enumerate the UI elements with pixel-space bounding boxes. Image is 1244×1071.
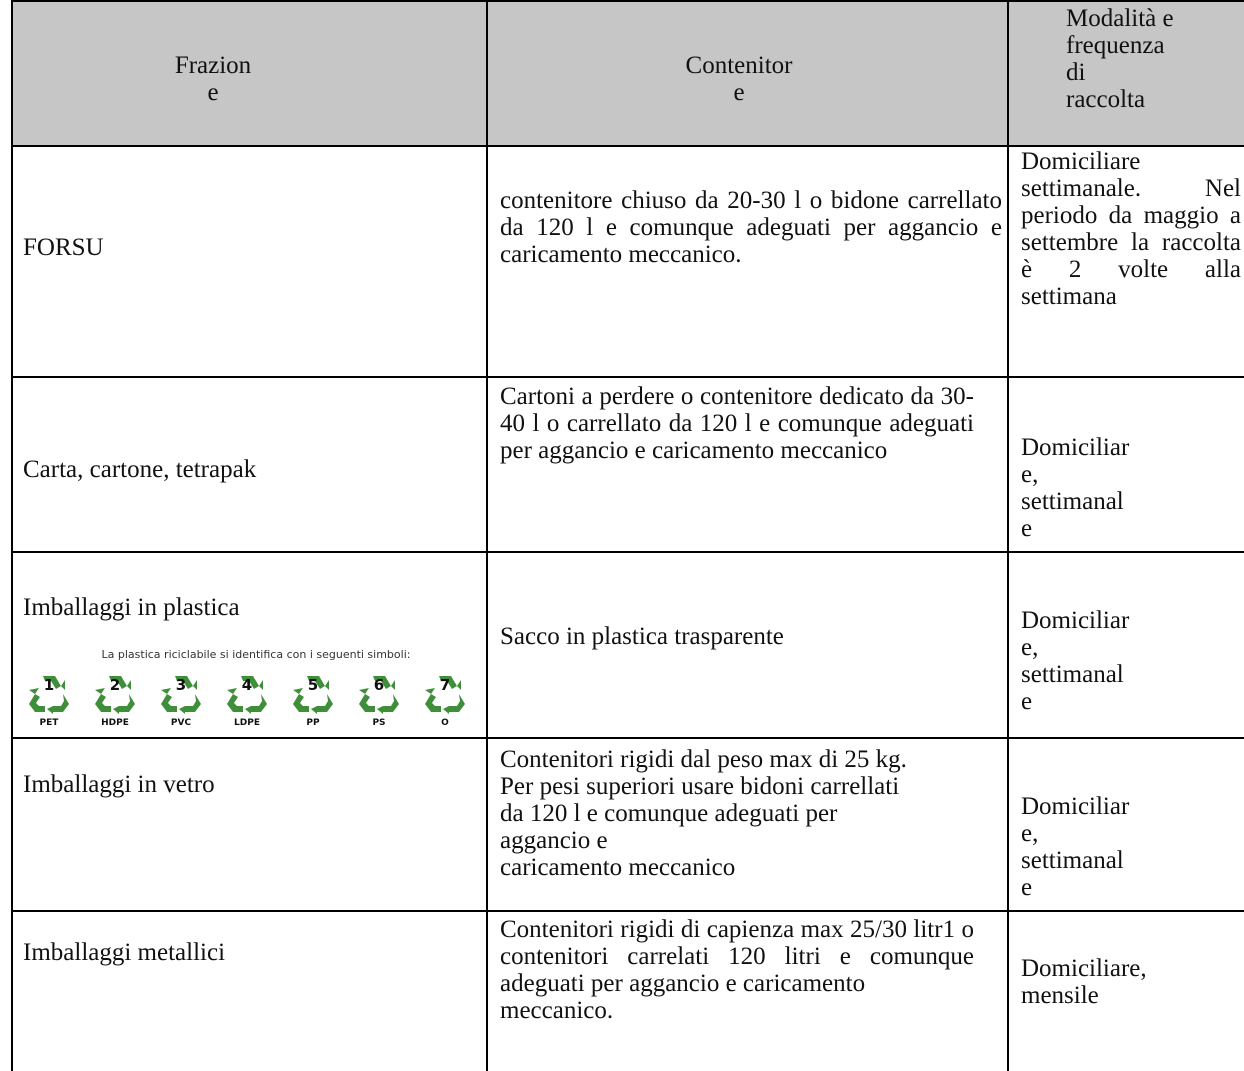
plastic-symbols xyxy=(21,648,491,738)
recycling-symbol-code: PVC xyxy=(170,718,192,728)
row-vetro-frazione: Imballaggi in vetro xyxy=(23,770,215,798)
row-carta-contenitore: Cartoni a perdere o contenitore dedicato da 30-40 l o carrellato da 120 l e comunque adeguati per aggancio e caricamento meccanico xyxy=(500,383,974,464)
recycling-symbol-code: PP xyxy=(306,718,320,728)
grid-line-row2 xyxy=(11,376,1244,378)
row-metallici-contenitore: Contenitori rigidi di capienza max 25/30 litr1 o contenitori carrelati 120 litri e comunque adeguati per aggancio e caricamento meccanico. xyxy=(500,916,974,1024)
recycling-symbol-number: 7 xyxy=(439,676,451,694)
recycling-symbol-4 xyxy=(219,668,275,734)
row-carta-frazione: Carta, cartone, tetrapak xyxy=(23,455,257,483)
recycling-symbol-2 xyxy=(87,668,143,734)
recycling-symbol-1 xyxy=(21,668,77,734)
row-forsu-modalita: Domiciliare settimanale. Nel periodo da maggio a settembre la raccolta è 2 volte alla settimana xyxy=(1021,148,1241,310)
recycling-symbol-6 xyxy=(351,668,407,734)
recycling-symbol-code: PET xyxy=(39,718,59,728)
row-vetro-contenitore: Contenitori rigidi dal peso max di 25 kg. Per pesi superiori usare bidoni carrellati da 120 l e comunque adeguati per aggancio e caricamento meccanico xyxy=(500,746,907,881)
grid-line-col2 xyxy=(486,0,488,1071)
waste-collection-table xyxy=(11,0,1244,1071)
grid-line-col3 xyxy=(1007,0,1009,1071)
grid-line-row1 xyxy=(11,145,1244,147)
grid-line-left xyxy=(11,0,13,1071)
recycling-symbol-5 xyxy=(285,668,341,734)
header-contenitore: Contenitor e xyxy=(685,52,793,106)
row-forsu-contenitore: contenitore chiuso da 20-30 l o bidone carrellato da 120 l e comunque adeguati per aggancio e caricamento meccanico. xyxy=(500,187,1002,268)
row-plastica-frazione: Imballaggi in plastica xyxy=(23,594,240,621)
recycling-symbol-number: 6 xyxy=(373,676,385,694)
plastic-symbols-caption: La plastica riciclabile si identifica con i seguenti simboli: xyxy=(101,648,411,661)
recycling-symbol-code: PS xyxy=(372,718,386,728)
recycling-symbol-7 xyxy=(417,668,473,734)
recycling-symbol-number: 3 xyxy=(175,676,187,694)
row-forsu-frazione: FORSU xyxy=(23,233,104,261)
recycling-symbol-code: HDPE xyxy=(101,718,129,728)
grid-line-row4 xyxy=(11,737,1244,739)
grid-line-row5 xyxy=(11,910,1244,912)
row-vetro-modalita: Domiciliar e, settimanal e xyxy=(1021,793,1130,901)
row-carta-modalita: Domiciliar e, settimanal e xyxy=(1021,434,1130,542)
recycling-symbol-code: O xyxy=(441,718,449,728)
header-modalita: Modalità e frequenza di raccolta xyxy=(1066,5,1174,113)
recycling-symbol-number: 2 xyxy=(109,676,121,694)
row-plastica-contenitore: Sacco in plastica trasparente xyxy=(500,623,784,650)
header-frazione: Frazion e xyxy=(174,52,252,106)
recycling-symbol-number: 4 xyxy=(241,676,253,694)
row-metallici-modalita: Domiciliare, mensile xyxy=(1021,955,1147,1009)
grid-line-top xyxy=(11,0,1244,2)
recycling-symbol-3 xyxy=(153,668,209,734)
grid-line-row3 xyxy=(11,551,1244,553)
row-plastica-modalita: Domiciliar e, settimanal e xyxy=(1021,607,1130,715)
recycling-symbol-number: 1 xyxy=(43,676,55,694)
recycling-symbol-number: 5 xyxy=(307,676,319,694)
recycling-symbol-code: LDPE xyxy=(234,718,260,728)
row-metallici-frazione: Imballaggi metallici xyxy=(23,938,226,966)
